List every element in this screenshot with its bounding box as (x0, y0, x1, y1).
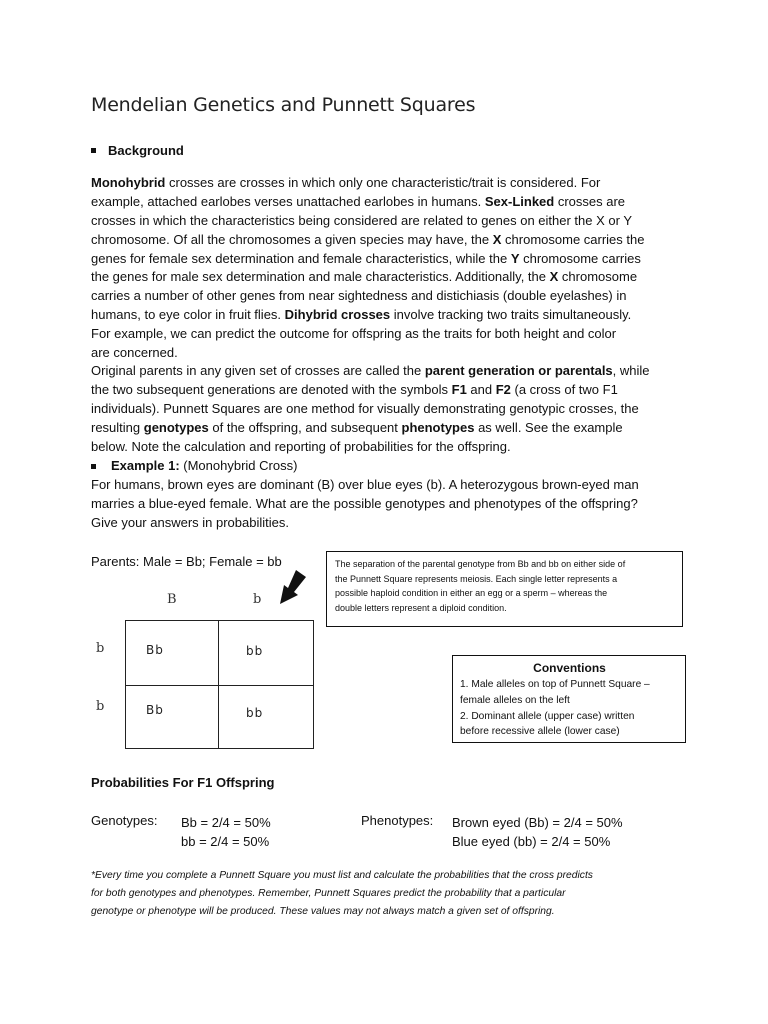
grid-line (125, 748, 314, 749)
square-bullet-icon (91, 464, 96, 469)
parents-label: Parents: Male = Bb; Female = bb (91, 554, 282, 569)
genotype-value: Bb = 2/4 = 50% (181, 815, 271, 830)
text-run: as well. See the example (474, 419, 623, 435)
grid-line (218, 620, 219, 749)
bold-term: X (492, 231, 502, 247)
text-run: crosses in which the characteristics being considered are related to genes on either the X or Y (91, 212, 633, 228)
male-allele-top: b (253, 592, 262, 607)
background-section-heading (91, 142, 184, 160)
note-line: possible haploid condition in either an egg or a sperm – whereas the (335, 588, 608, 599)
paragraph-line (91, 231, 679, 250)
square-bullet-icon (91, 148, 96, 153)
paragraph-line (91, 212, 679, 231)
punnett-cell: Bb (146, 703, 164, 717)
bold-term: phenotypes (401, 419, 475, 435)
bold-term: F1 (451, 381, 467, 397)
footnote-line: *Every time you complete a Punnett Square you must list and calculate the probabilities that the cross predicts (91, 870, 593, 881)
paragraph-line (91, 268, 679, 287)
note-line: The separation of the parental genotype from Bb and bb on either side of (335, 559, 626, 569)
bold-term: parent generation or parentals (424, 363, 613, 378)
conventions-line: 1. Male alleles on top of Punnett Square – (460, 679, 650, 690)
bold-term: Y (510, 250, 520, 266)
paragraph-line (91, 344, 679, 363)
bold-term: Dihybrid crosses (284, 307, 391, 323)
text-run: of the offspring, and subsequent (208, 419, 402, 435)
bold-term: Sex-Linked (484, 193, 555, 209)
conventions-box (452, 655, 686, 743)
example-type: (Monohybrid Cross) (179, 458, 298, 473)
text-run: (a cross of two F1 (510, 381, 618, 397)
text-run: crosses are (554, 193, 626, 209)
text-run: humans, to eye color in fruit flies. (91, 307, 285, 323)
text-run: the two subsequent generations are denoted with the symbols (91, 381, 452, 397)
male-allele-top: B (167, 592, 177, 607)
text-run: chromosome (558, 269, 638, 285)
phenotypes-label: Phenotypes: (361, 813, 434, 828)
example-label: Example 1: (111, 458, 180, 473)
pointer-arrow-icon (274, 568, 308, 608)
paragraph-line (91, 174, 679, 193)
text-run: For example, we can predict the outcome for offspring as the traits for both height and color (91, 326, 617, 342)
text-run: carries a number of other genes from near sightedness and distichiasis (double eyelashes) in (91, 288, 627, 304)
phenotype-value: Blue eyed (bb) = 2/4 = 50% (452, 834, 611, 849)
page-title: Mendelian Genetics and Punnett Squares (91, 94, 476, 116)
text-run: , while (612, 363, 650, 378)
text-run: Original parents in any given set of crosses are called the (91, 363, 425, 378)
example-line: marries a blue-eyed female. What are the possible genotypes and phenotypes of the offspring? (91, 495, 638, 511)
conventions-title: Conventions (533, 661, 606, 675)
bold-term: Monohybrid (91, 175, 166, 190)
conventions-line: 2. Dominant allele (upper case) written (460, 710, 635, 722)
female-allele-left: b (96, 699, 105, 714)
genotypes-list (181, 813, 271, 851)
grid-line (125, 620, 314, 621)
genotype-value: bb = 2/4 = 50% (181, 834, 270, 849)
footnote (91, 867, 651, 921)
text-run: individuals). Punnett Squares are one method for visually demonstrating genotypic crosses, the (91, 400, 639, 416)
text-run: crosses are crosses in which only one characteristic/trait is considered. For (165, 175, 601, 190)
grid-line (125, 620, 126, 749)
paragraph-intro (91, 174, 679, 363)
paragraph-line (91, 287, 679, 306)
note-line: the Punnett Square represents meiosis. Each single letter represents a (335, 573, 618, 584)
conventions-line: female alleles on the left (460, 694, 570, 706)
meiosis-note-box (326, 551, 683, 627)
example-question (91, 476, 679, 533)
paragraph-line (91, 193, 679, 212)
example-heading (91, 458, 297, 473)
genotypes-label: Genotypes: (91, 813, 158, 828)
paragraph-line (91, 325, 679, 344)
text-run: resulting (91, 419, 144, 435)
text-run: the genes for male sex determination and male characteristics. Additionally, the (91, 269, 550, 285)
footnote-line: genotype or phenotype will be produced. These values may not always match a given set of offspring. (91, 906, 555, 917)
grid-line (313, 620, 314, 749)
text-run: chromosome carries (519, 250, 641, 266)
text-run: genes for female sex determination and female characteristics, while the (91, 250, 511, 266)
punnett-cell: bb (246, 644, 264, 658)
punnett-cell: bb (246, 706, 264, 720)
text-run: are concerned. (91, 345, 178, 361)
female-allele-left: b (96, 641, 105, 656)
paragraph-parentals (91, 362, 679, 456)
paragraph-line (91, 419, 679, 438)
conventions-line: before recessive allele (lower case) (460, 726, 620, 738)
phenotype-value: Brown eyed (Bb) = 2/4 = 50% (452, 815, 623, 830)
punnett-cell: Bb (146, 643, 164, 657)
example-line: For humans, brown eyes are dominant (B) over blue eyes (b). A heterozygous brown-eyed man (91, 477, 639, 492)
text-run: involve tracking two traits simultaneously. (390, 307, 632, 323)
text-run: chromosome carries the (501, 231, 645, 247)
note-line: double letters represent a diploid condition. (335, 602, 507, 613)
paragraph-line (91, 381, 679, 400)
paragraph-line (91, 438, 679, 457)
footnote-line: for both genotypes and phenotypes. Remember, Punnett Squares predict the probability that a particular (91, 888, 566, 899)
bold-term: X (549, 269, 559, 285)
grid-line (125, 685, 314, 686)
phenotypes-list (452, 813, 623, 851)
text-run: chromosome. Of all the chromosomes a given species may have, the (91, 231, 493, 247)
paragraph-line (91, 400, 679, 419)
paragraph-line (91, 306, 679, 325)
text-run: and (466, 381, 496, 397)
text-run: below. Note the calculation and reporting of probabilities for the offspring. (91, 438, 511, 454)
background-heading-label: Background (108, 143, 184, 158)
example-line: Give your answers in probabilities. (91, 514, 289, 530)
probabilities-heading: Probabilities For F1 Offspring (91, 775, 275, 790)
bold-term: F2 (495, 381, 511, 397)
paragraph-line (91, 250, 679, 269)
bold-term: genotypes (143, 419, 209, 435)
paragraph-line (91, 362, 679, 381)
text-run: example, attached earlobes verses unattached earlobes in humans. (91, 193, 485, 209)
